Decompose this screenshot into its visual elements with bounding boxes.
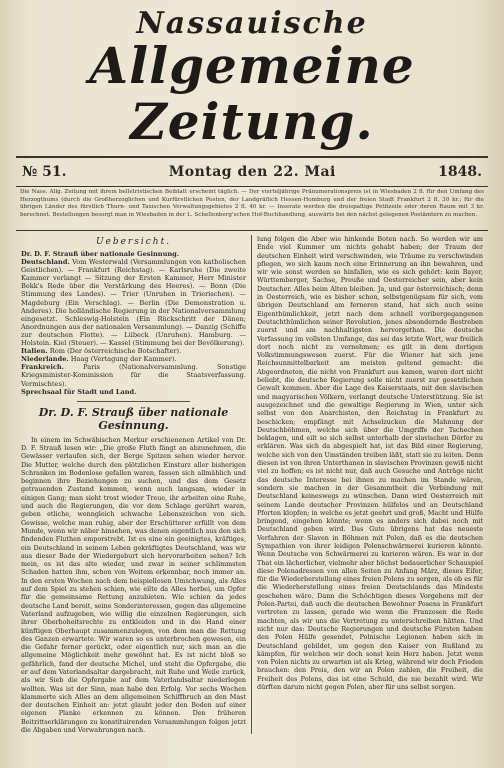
issue-number: № 51.: [22, 164, 67, 180]
toc-entry-text: Paris (Nationalversammlung. Sonstige Kriegsminister-Kommission für die Staatsverfassung. Vermischtes).: [21, 363, 246, 388]
toc-entry-title: Sprechsaal für Stadt und Land.: [21, 387, 137, 396]
toc-entry-title: Frankreich.: [21, 363, 64, 372]
right-column: [252, 235, 488, 734]
masthead-title: Allgemeine Zeitung.: [89, 36, 415, 151]
article-body-left: In einem im Schwäbischen Merkur erschienenen Artikel von Dr. D. F. Strauß lesen wir: „Die große Fluth fängt an abzunehmen, die Gewässer verlaufen sich, der Berge Spitzen sehen wieder hervor. Die Mutter, welche durch den plötzlichen Einsturz aller bisherigen Schranken im Bodenlose gefallen waren, fassen sich allmählich und beginnen ihre Beziehungen zu suchen, und das dem Gesetz getrauenden Zustand kommen, wenn auch langsam, wieder in einigen Gang; man sieht trost wieder Treue, ihr arbeiten eine Ruhe, und auch die Regierungen, die vor dem Schlage gerührt waren, geben etliche, wenngleich schwache Lebenszeichen von sich. Gewisse, welche man ruhig, aber der Erschütterer erfüllt von dem Munde, wenn wir näher hinsehen, was denen eigentlich aus den sich findenden Fluthen emporstrebt. Ist es eine ein geeinigtes, kräftiges, ein Deutschland in seinem Leben gekräftigtes Deutschland, was wir aus dieser Bade der Wiedergeburt sich hervorarbeiten sehen? Ich mein, es ist das alte wieder, und zwar in seiner schlimmsten Schaden hatten ihm, schon von Weitem erkennbar, noch immer an. In den ersten Wochen nach dem beispiellosen Umschwung, als Alles auf dem Spiel zu stehen schien, wie eilte da Alles herbei, um Opfer für die gemeinsame Rettung anzubieten. Wie schien da jedes deutsche Land bereit, seine Sonderinteressen, gegen das allgemeine Vaterland aufzugeben, wie willig die einzelnen Regierungen, sich ihrer Oberhoheitsrechte zu entkleiden und in die Hand einer künftigen Oberhaupt zusammenzulegen, von dem man die Rettung des Ganzen erwartete. Wir waren so es unterbrochen gewesen, ein die Gefahr ferner gerückt, oder eigentlich nur, sich man an die allgemeine Möglichkeit mehr gewöhnt hat. Es ist nicht bloß so gefährlich, fand der deutsche Michel, und steht die Opfergabe, die er auf dem Vaterlandsaltar dargebracht, mit Ruhe und Weile zurück, als wir Sieb die Opfergabe auf dem Vaterlandsaltar niederlegen wollten. Was ist der Sinn, man habe den Erfolg. Vor sechs Wochen klammerte sich Alles an dem allgemeinen Schiffbruch an den Mast der deutschen Einheit an: jetzt glaubt jeder den Boden auf einer eigenen Planke erkennen zu können. Den früheren Beitrittserklärungen zu konstituirenden Versammlungen folgen jetzt die Abgaben und Verwahrungen nach.: [21, 435, 246, 735]
toc-entry: [21, 388, 246, 396]
toc-entry-title: Dr. D. F. Strauß über nationale Gesinnung.: [21, 250, 180, 258]
dateline: [16, 158, 488, 184]
toc-entry-text: Haag (Vertagung der Kammer).: [68, 355, 177, 364]
toc-entry-text: Rom (Der österreichische Botschafter).: [47, 347, 182, 356]
article-body-right: lung folgen die Aber wie hinkende Boten nach. So werden wir am Ende viel Kummer um nichts gehabt haben; der Traum der deutschen Einheit wird verschwinden, wie Träume zu verschwinden pflegen, wo sich kaum noch eine Erinnerung an ihn bewahren, und wir wie sonst werden so hinfallen, wie es sich gehört: kein Bayer, Württemberger, Sachse, Preuße und Oesterreicher sein, aber kein Deutscher. Alles beim Alten bleiben. Ja, und gar österreichisch; denn in Oesterreich, wie es bisher schon, selbstgenügsam für sich, vom übrigen Deutschland am ferneren stand, hat sich auch seine Eigenthümlichkeit, jetzt nach dem schnell voribergegangenen Deutschthümlichen seiner Revolution, jenes absondernde Bestreben zuerst und am nachhaltigsten hervorgethan. Die deutsche Verfassung im vollsten Umfange, das sei das letzte Wort, war freilich dort noch nicht zu vernehmen; es gilt in dem dortigen Volkstimmungswesen zuerst. Für die Wiener hat sich jene Reichsunmittelbarkeit am meisten geltend gemacht: die Abgeordneten, die nicht von Frankfurt aus kamen, waren dort nicht beliebt, die deutsche Regierung solle nicht zuerst zur gesetzlichen Gewalt kommen. Aber die Lage des Kaiserstaats, mit den slavischen und magyarischen Völkern, verlangt deutsche Unterstützung. Sie ist ausgezeichnet und die gewaltige Regierung in Wien, unter sich selbst von den Anarchisten, den Reichstag in Frankfurt zu beschicken; empfängt mit Achselzucken die Mahnung der Deutschböhmen, welche sich über die Umgriffe der Tschechen beklagen, und eilt so sich selbst unterhalb der slavischen Dörfer zu erklären. Was sich da abgespielt hat, ist das Bild einer Regierung, welche sich von den Umständen treiben läßt, statt sie zu leiten. Denn diesen ist von ihren Unterthanen in slavischen Provinzen gewiß nicht viel zu hoffen; es ist nicht nur, daß auch Gesuche und Anträge nicht das deutsche Interesse bei ihnen zu machen im Stande wären, sondern sie machen in der Gesammtheit die Verbindung mit Deutschland keineswegs zu wünschen. Dann wird Oesterreich mit seinem Lande deutscher Provinzen hülfelos und an Deutschland Pforten klopfen; in welche es jetzt geehrt und groß, Macht und Hülfe bringend, eingehen könnte; wenn es anders sich dabei noch mit Deutschland geben wird. Das Gute übrigens hat das neueste Verfahren der Slaven in Böhmen mit Polen, daß es die deutschen Sympathien von ihrer leidigen Polenschwärmerei kurieren könnte. Wenn Deutsche von Schwärmerei zu kurieren wären. Es war in der That ein lächerlicher, vielmehr aber höchst bedauerlicher Schauspiel diese Polenadressen von allen Seiten zu Anfang März, dieses Eifer, für die Wiederherstellung eines freien Polens zu sorgen, als ob es für die Wiederherstellung eines freien Deutschlands das Mindeste geschehen wäre. Dann die Schöchtigen dieses Vorgehens mit der Polen-Partei, daß auch die deutschen Bewohner Posens in Frankfurt vertreten zu lassen, gerade wie wenn die Franzosen die Rede machten, als wir uns die Vertretung zu unterschreiben hätten. Und nicht nur das: Deutsche Regierungen und deutsche Fürsten haben den Polen Hülfe gesendet, Polnische Legionen haben sich in Deutschland gebildet, um gegen den Kaiser von Rußland zu kämpfen, für welchen wir doch sonst kein Herz haben. Jetzt wenn von Polen nichts zu erwarten ist als Krieg, während wir doch Frieden brauchen: den Preis, den wir an Polen zahlen, die Freiheit, die Freiheit des Polens, das ist eine Schuld, die nie bezahlt wird. Wir dürften darum nicht gegen Polen, aber für uns selbst sorgen.: [257, 235, 483, 692]
toc-heading: Uebersicht.: [95, 237, 172, 247]
subscription-notice: Die Nass. Allg. Zeitung mit ihrem belletristischen Beiblatt erscheint täglich. — Der vierteljährige Pränumerationspreis ist in Wiesbaden 2 fl. für den Umfang des Herzogthums (durch die Großherzoglichen und Kurfürstlichen Posten, der Landgräflich Hessen-Homburg und der freien Stadt Frankfurt 2 fl. 30 kr.; für die übrigen Länder des fürstlich Thurn- und Taxischen Verwaltungsgebietes 2 fl. 40 kr. — Inserate werden die dreispaltige Petitzeile oder deren Raum mit 3 kr. berechnet. Bestellungen besorgt man in Wiesbaden in der L. Schellenberg'schen Hof-Buchhandlung, auswärts bei den nächst gelegenen Postämtern zu machen.: [20, 189, 484, 218]
toc-entry-title: Niederlande.: [21, 355, 69, 364]
masthead-line1: Nassauische: [136, 6, 368, 41]
columns: [16, 230, 488, 734]
section-divider: [77, 401, 190, 402]
issue-year: 1848.: [438, 164, 482, 180]
toc-entry: [21, 347, 246, 355]
article-title: Dr. D. F. Strauß über nationale Gesinnung.: [38, 405, 229, 432]
issue-date: Montag den 22. Mai: [168, 164, 336, 180]
table-of-contents: [21, 250, 246, 396]
toc-entry-text: Vom Westerwald (Versammlungen von katholischen Geistlichen). — Frankfurt (Reichstag). — Karlsruhe (Die zweite Kammer verlangt — Sitzung der Ersten Kammer, Herr Minister Bekk's Rede über die Verstärkung des Heeres). — Bonn (Die Stimmung des Landes). — Trier (Unruhen in Trierischen). — Magdeburg (Ein Verschlag). — Berlin (Die Demonstration u. Anderes). Die holländische Regierung in der Nationalversammlung eingesetzt. Schleswig-Holstein (Ein Rückschritt der Dänen; Anordnungen aus der nationalen Versammlung). — Danzig (Schiffe zur deutschen Flotte). — Lübeck (Unruhen). Hamburg. — Holstein. Kiel (Steuer). — Kassel (Stimmung bei der Bevölkerung).: [21, 258, 247, 348]
toc-entry: [21, 250, 246, 258]
toc-entry-title: Italien.: [21, 347, 48, 356]
toc-entry-title: Deutschland.: [21, 258, 70, 267]
toc-entry: [21, 258, 246, 347]
toc-entry: [21, 355, 246, 363]
left-column: [16, 235, 252, 734]
toc-entry: [21, 363, 246, 387]
